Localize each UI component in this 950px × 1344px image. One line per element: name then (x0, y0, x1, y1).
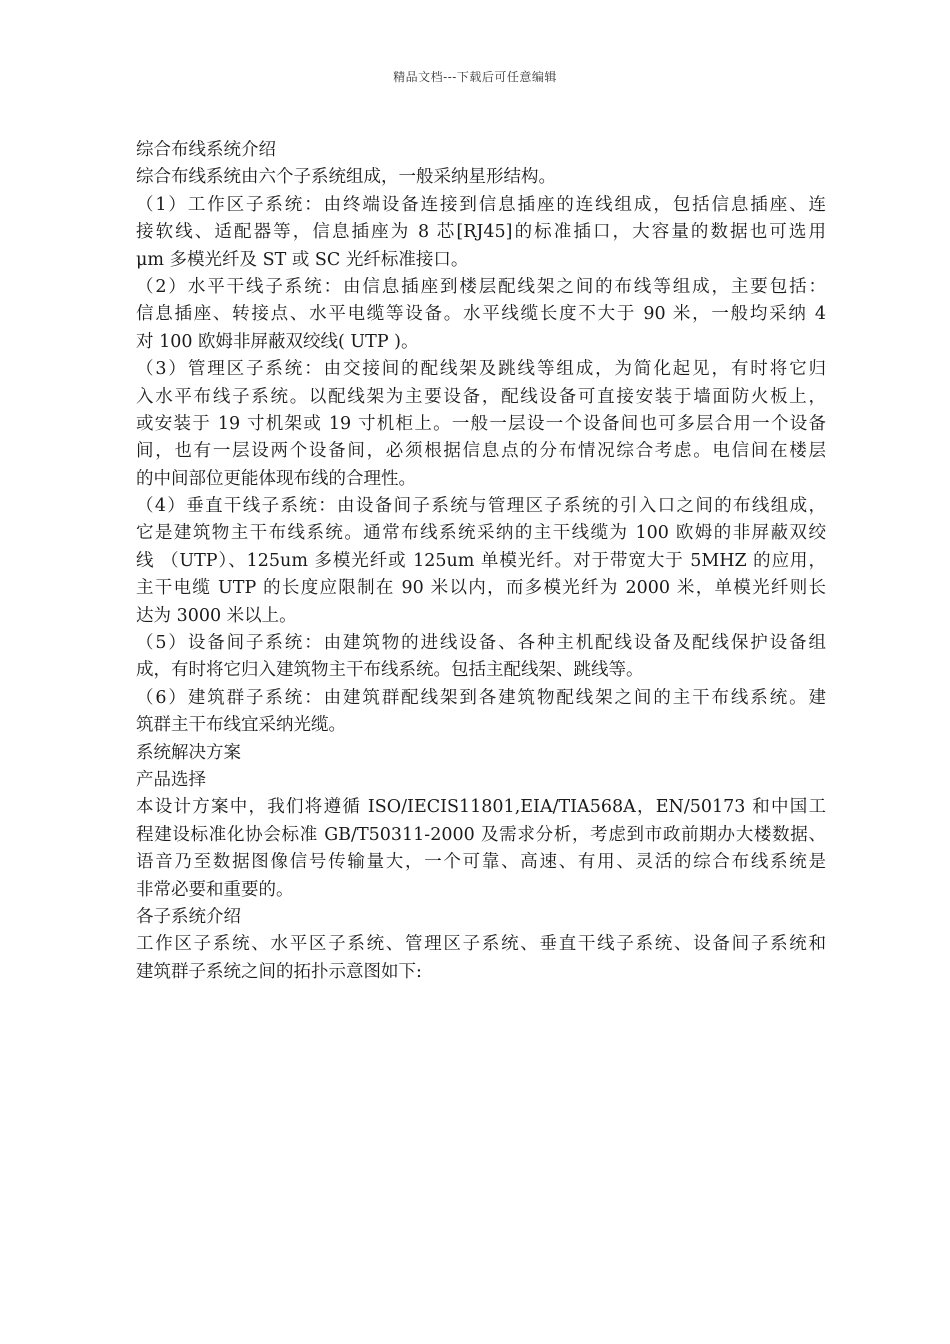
paragraph-line: 它是建筑物主干布线系统。通常布线系统采纳的主干线缆为 100 欧姆的非屏蔽双绞 (136, 523, 826, 544)
paragraph-line: μm 多模光纤及 ST 或 SC 光纤标准接口。 (136, 249, 469, 270)
paragraph-line: 间，也有一层设两个设备间，必须根据信息点的分布情况综合考虑。电信间在楼层 (136, 441, 826, 462)
paragraph-line: 建筑群子系统之间的拓扑示意图如下: (136, 961, 422, 982)
section-title: 各子系统介绍 (136, 906, 241, 927)
paragraph-line: 的中间部位更能体现布线的合理性。 (136, 468, 416, 489)
document-body (136, 137, 826, 986)
paragraph-line: 非常必要和重要的。 (136, 879, 294, 900)
paragraph-line: 语音乃至数据图像信号传输量大，一个可靠、高速、有用、灵活的综合布线系统是 (136, 852, 826, 873)
paragraph-line: 达为 3000 米以上。 (136, 605, 297, 626)
paragraph-line: （5）设备间子系统：由建筑物的进线设备、各种主机配线设备及配线保护设备组 (136, 633, 826, 654)
section-title: 产品选择 (136, 769, 206, 790)
paragraph-line: （6）建筑群子系统：由建筑群配线架到各建筑物配线架之间的主干布线系统。建 (136, 687, 826, 708)
paragraph-line: 主干电缆 UTP 的长度应限制在 90 米以内，而多模光纤为 2000 米，单模光纤则长 (136, 578, 826, 599)
paragraph-line: 工作区子系统、水平区子系统、管理区子系统、垂直干线子系统、设备间子系统和 (136, 934, 826, 955)
paragraph-line: 接软线、适配器等，信息插座为 8 芯[RJ45]的标准插口，大容量的数据也可选用 (136, 222, 826, 243)
paragraph-line: （1）工作区子系统：由终端设备连接到信息插座的连线组成，包括信息插座、连 (136, 194, 826, 215)
section-title: 综合布线系统介绍 (136, 140, 276, 160)
section-title: 系统解决方案 (136, 742, 241, 763)
paragraph-line: 入水平布线子系统。以配线架为主要设备，配线设备可直接安装于墙面防火板上， (136, 386, 826, 407)
paragraph-line: 线 （UTP）、125um 多模光纤或 125um 单模光纤。对于带宽大于 5MHZ 的应用， (136, 550, 826, 571)
paragraph-line: 或安装于 19 寸机架或 19 寸机柜上。一般一层设一个设备间也可多层合用一个设备 (136, 413, 826, 434)
paragraph-line: （2）水平干线子系统：由信息插座到楼层配线架之间的布线等组成，主要包括： (136, 276, 826, 297)
paragraph-line: 综合布线系统由六个子系统组成，一般采纳星形结构。 (136, 167, 556, 188)
paragraph-line: 筑群主干布线宜采纳光缆。 (136, 715, 346, 736)
paragraph-line: 成，有时将它归入建筑物主干布线系统。包括主配线架、跳线等。 (136, 660, 644, 681)
paragraph-line: 程建设标准化协会标准 GB/T50311-2000 及需求分析，考虑到市政前期办大楼数据、 (136, 824, 826, 845)
page-header: 精品文档---下载后可任意编辑 (393, 70, 557, 84)
paragraph-line: 信息插座、转接点、水平电缆等设备。水平线缆长度不大于 90 米，一般均采纳 4 (136, 304, 826, 325)
paragraph-line: 本设计方案中，我们将遵循 ISO/IECIS11801,EIA/TIA568A，EN/50173 和中国工 (136, 797, 826, 818)
paragraph-line: （4）垂直干线子系统：由设备间子系统与管理区子系统的引入口之间的布线组成， (136, 496, 826, 517)
paragraph-line: （3）管理区子系统：由交接间的配线架及跳线等组成，为简化起见，有时将它归 (136, 359, 826, 380)
paragraph-line: 对 100 欧姆非屏蔽双绞线( UTP )。 (136, 331, 419, 352)
